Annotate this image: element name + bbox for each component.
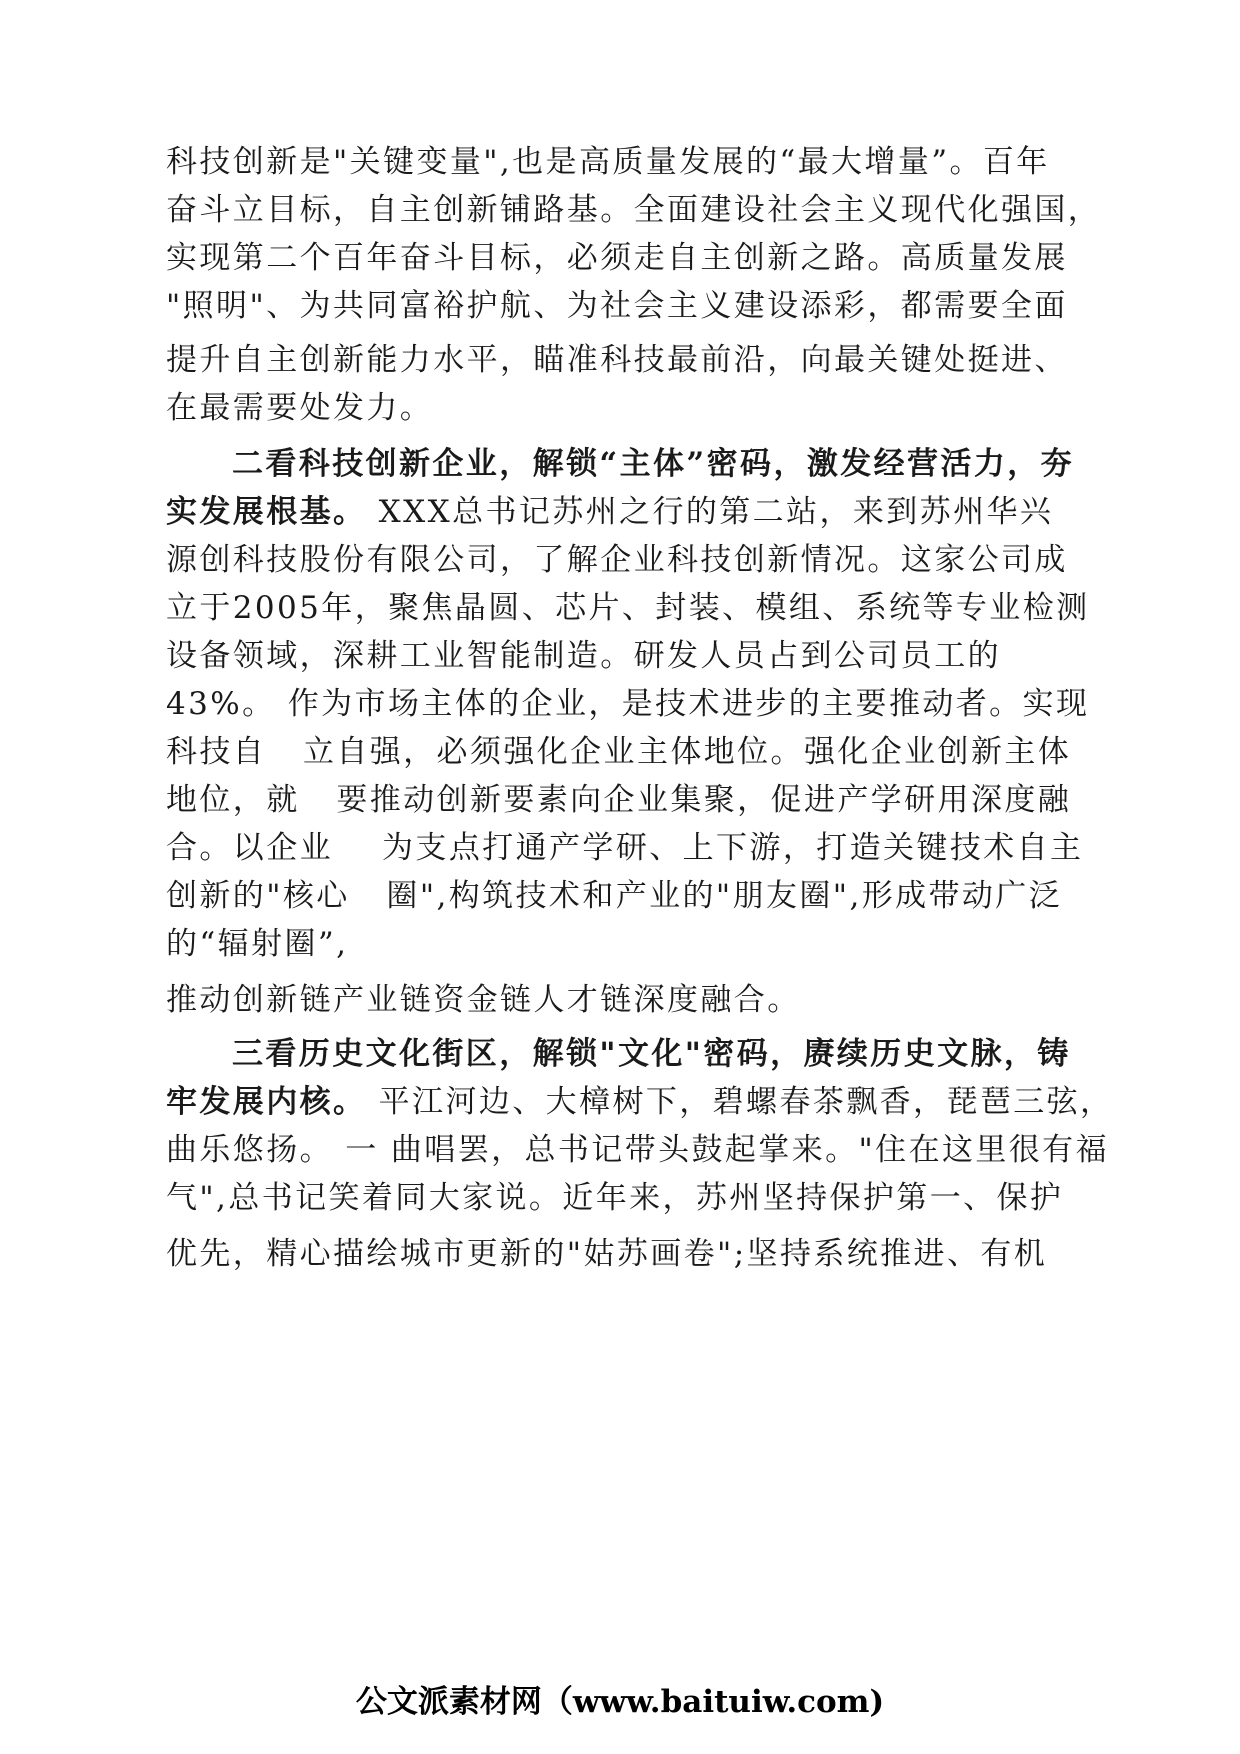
para1-line-6: 在最需要处发力。 (166, 390, 434, 426)
para2-heading-line-1: 二看科技创新企业，解锁“主体”密码，激发经营活力，夯 (232, 446, 1075, 482)
para2-line-5: 设备领域，深耕工业智能制造。研发人员占到公司员工的 (166, 638, 1001, 674)
para2-line-12: 推动创新链产业链资金链人才链深度融合。 (166, 982, 801, 1018)
para1-line-3: 实现第二个百年奋斗目标，必须走自主创新之路。高质量发展 (166, 240, 1068, 276)
para2-line-4: 立于2005年，聚焦晶圆、芯片、封装、模组、系统等专业检测 (166, 590, 1090, 626)
para1-line-4: "照明"、为共同富裕护航、为社会主义建设添彩，都需要全面 (166, 288, 1068, 324)
para1-line-1: 科技创新是"关键变量",也是高质量发展的“最大增量”。百年 (166, 144, 1050, 180)
para3-line-2 (166, 1082, 1113, 1122)
para2-line-10: 创新的"核心 圈",构筑技术和产业的"朋友圈",形成带动广泛 (166, 878, 1063, 914)
para1-line-2: 奋斗立目标，自主创新铺路基。全面建设社会主义现代化强国， (166, 192, 1102, 228)
footer-watermark: 公文派素材网（www.baituiw.com) (355, 1684, 885, 1720)
para2-line-6: 43%。 作为市场主体的企业，是技术进步的主要推动者。实现 (166, 686, 1090, 722)
para2-line-3: 源创科技股份有限公司，了解企业科技创新情况。这家公司成 (166, 542, 1068, 578)
para2-line-2 (166, 492, 1053, 532)
para2-line-9: 合。以企业 为支点打通产学研、上下游，打造关键技术自主 (166, 830, 1084, 866)
para3-first-text: 平江河边、大樟树下，碧螺春茶飘香，琵琶三弦， (366, 1084, 1114, 1120)
para3-heading-line-1: 三看历史文化街区，解锁"文化"密码，赓续历史文脉，铸 (232, 1036, 1071, 1072)
para2-first-text: XXX总书记苏州之行的第二站，来到苏州华兴 (366, 494, 1054, 530)
para2-heading-end: 实发展根基。 (166, 494, 367, 530)
para2-line-8: 地位，就 要推动创新要素向企业集聚，促进产学研用深度融 (166, 782, 1072, 818)
para3-heading-end: 牢发展内核。 (166, 1084, 367, 1120)
para3-line-4: 气",总书记笑着同大家说。近年来，苏州坚持保护第一、保护 (166, 1180, 1064, 1216)
para3-line-5: 优先，精心描绘城市更新的"姑苏画卷";坚持系统推进、有机 (166, 1236, 1048, 1272)
para2-line-11: 的“辐射圈”, (166, 926, 349, 962)
para1-line-5: 提升自主创新能力水平，瞄准科技最前沿，向最关键处挺进、 (166, 342, 1068, 378)
para3-line-3: 曲乐悠扬。 一 曲唱罢，总书记带头鼓起掌来。"住在这里很有福 (166, 1132, 1109, 1168)
para2-line-7: 科技自 立自强，必须强化企业主体地位。强化企业创新主体 (166, 734, 1072, 770)
